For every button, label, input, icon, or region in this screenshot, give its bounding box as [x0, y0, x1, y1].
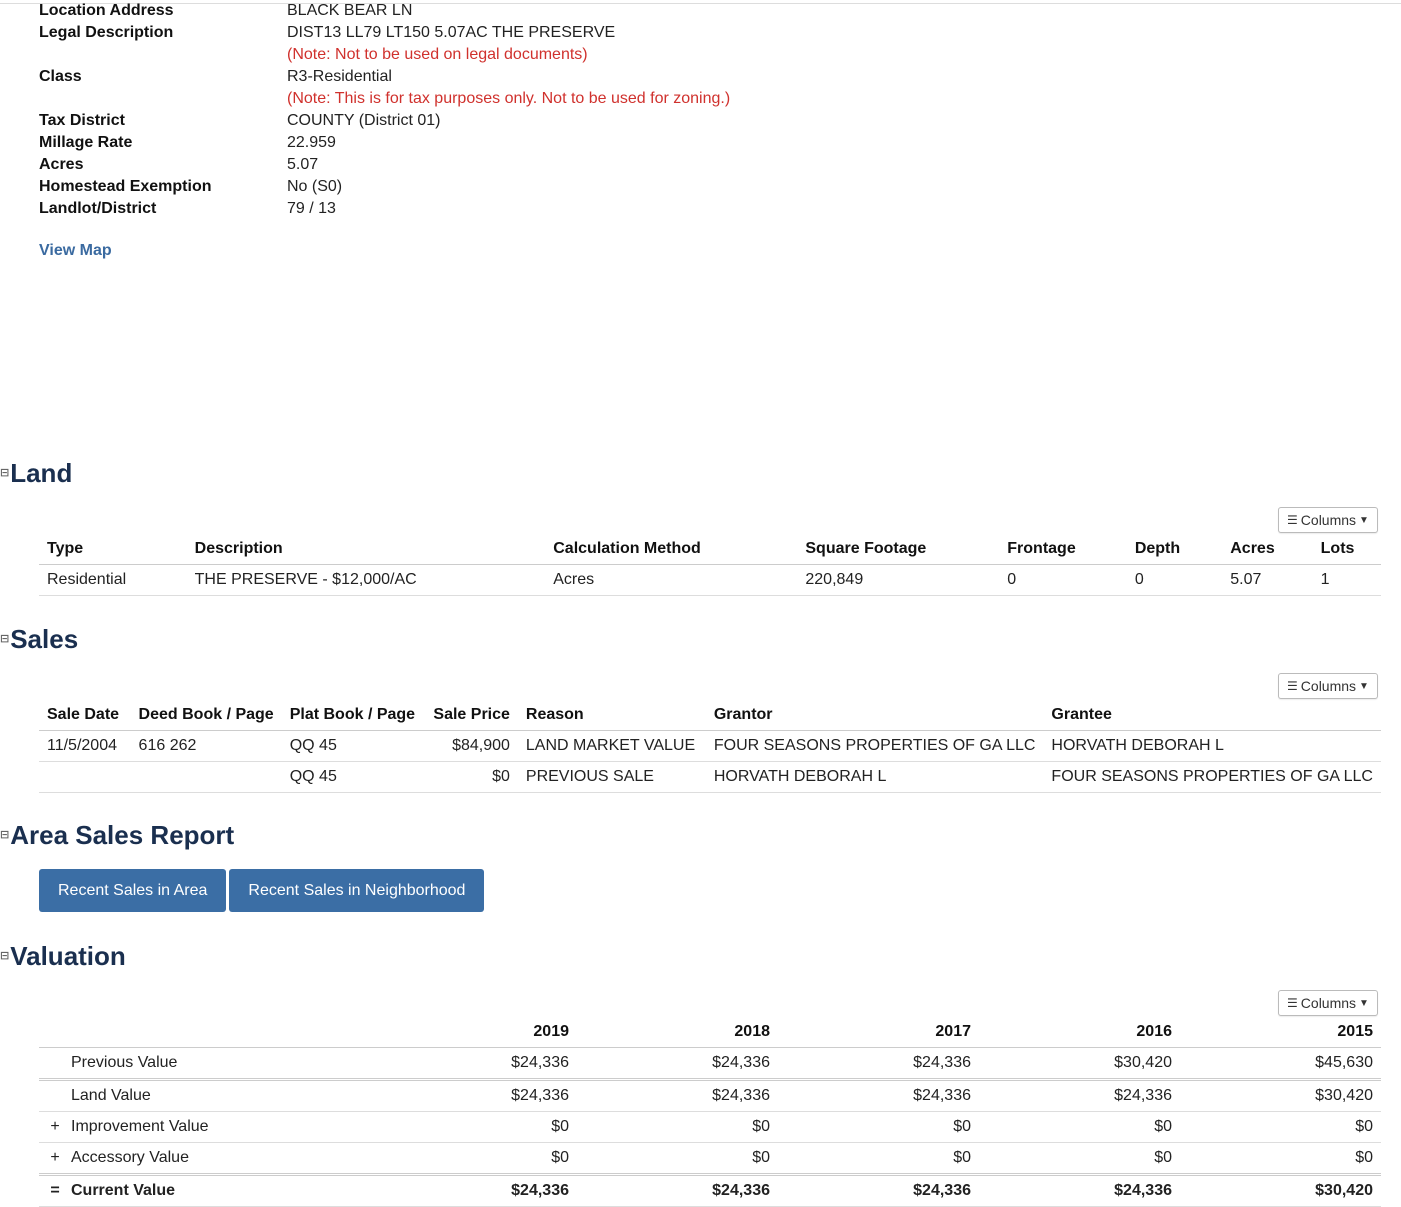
summary-label: Homestead Exemption	[39, 178, 212, 195]
summary-note: (Note: Not to be used on legal documents)	[287, 46, 588, 63]
table-cell: 11/5/2004	[39, 731, 131, 762]
table-cell: PREVIOUS SALE	[518, 762, 706, 793]
label-header	[63, 1017, 376, 1048]
column-header[interactable]: Type	[39, 534, 187, 565]
year-header[interactable]: 2018	[577, 1017, 778, 1048]
area-sales-title: Area Sales Report	[10, 820, 235, 850]
table-cell: Residential	[39, 565, 187, 596]
valuation-value: $0	[577, 1112, 778, 1143]
operator-symbol	[39, 1080, 63, 1112]
land-section-header[interactable]	[0, 458, 72, 489]
column-header[interactable]: Grantee	[1043, 700, 1381, 731]
land-table	[39, 534, 1381, 596]
collapse-icon[interactable]: ⊟	[0, 466, 10, 479]
valuation-value: $24,336	[577, 1175, 778, 1207]
valuation-label: Land Value	[63, 1080, 376, 1112]
summary-label: Class	[39, 68, 82, 85]
column-header[interactable]: Frontage	[999, 534, 1127, 565]
recent-sales-area-button[interactable]: Recent Sales in Area	[39, 869, 226, 912]
valuation-value: $30,420	[1180, 1080, 1381, 1112]
column-header[interactable]: Depth	[1127, 534, 1222, 565]
summary-value: COUNTY (District 01)	[287, 112, 441, 129]
caret-down-icon: ▼	[1359, 997, 1369, 1009]
columns-label: Columns	[1300, 678, 1357, 694]
valuation-row	[39, 1143, 1381, 1175]
column-header[interactable]: Sale Date	[39, 700, 131, 731]
table-cell: $0	[425, 762, 518, 793]
column-header[interactable]: Grantor	[706, 700, 1044, 731]
valuation-row	[39, 1175, 1381, 1207]
valuation-value: $24,336	[979, 1080, 1180, 1112]
valuation-label: Improvement Value	[63, 1112, 376, 1143]
valuation-value: $0	[778, 1143, 979, 1175]
valuation-value: $0	[376, 1143, 577, 1175]
list-icon: ☰	[1287, 996, 1298, 1010]
columns-label: Columns	[1300, 995, 1357, 1011]
list-icon: ☰	[1287, 679, 1298, 693]
summary-note: (Note: This is for tax purposes only. Not to be used for zoning.)	[287, 90, 731, 107]
valuation-value: $0	[376, 1112, 577, 1143]
sales-columns-button[interactable]	[1278, 673, 1378, 699]
collapse-icon[interactable]: ⊟	[0, 828, 10, 841]
column-header[interactable]: Sale Price	[425, 700, 518, 731]
operator-symbol	[39, 1048, 63, 1080]
table-cell: 0	[999, 565, 1127, 596]
valuation-columns-button[interactable]	[1278, 990, 1378, 1016]
land-title: Land	[10, 458, 73, 488]
valuation-value: $24,336	[778, 1175, 979, 1207]
table-cell: QQ 45	[282, 731, 426, 762]
summary-label: Tax District	[39, 112, 125, 129]
table-cell: $84,900	[425, 731, 518, 762]
column-header[interactable]: Square Footage	[797, 534, 999, 565]
summary-value: No (S0)	[287, 178, 343, 195]
table-cell: LAND MARKET VALUE	[518, 731, 706, 762]
valuation-value: $24,336	[979, 1175, 1180, 1207]
table-cell: 616 262	[131, 731, 282, 762]
collapse-icon[interactable]: ⊟	[0, 632, 10, 645]
valuation-value: $30,420	[979, 1048, 1180, 1080]
summary-value: 22.959	[287, 134, 336, 151]
year-header[interactable]: 2017	[778, 1017, 979, 1048]
table-cell	[131, 762, 282, 793]
table-row	[39, 731, 1381, 762]
year-header[interactable]: 2015	[1180, 1017, 1381, 1048]
valuation-value: $24,336	[376, 1080, 577, 1112]
table-cell: 1	[1313, 565, 1381, 596]
summary-label: Millage Rate	[39, 134, 133, 151]
column-header[interactable]: Plat Book / Page	[282, 700, 426, 731]
table-cell: FOUR SEASONS PROPERTIES OF GA LLC	[1043, 762, 1381, 793]
recent-sales-neighborhood-button[interactable]: Recent Sales in Neighborhood	[229, 869, 484, 912]
area-sales-buttons	[39, 869, 484, 912]
valuation-title: Valuation	[10, 941, 126, 971]
table-cell: Acres	[545, 565, 797, 596]
table-cell: 220,849	[797, 565, 999, 596]
valuation-value: $24,336	[376, 1175, 577, 1207]
table-cell: 5.07	[1222, 565, 1312, 596]
table-cell	[39, 762, 131, 793]
table-cell: QQ 45	[282, 762, 426, 793]
summary-label: Landlot/District	[39, 200, 157, 217]
table-cell: FOUR SEASONS PROPERTIES OF GA LLC	[706, 731, 1044, 762]
summary-value: BLACK BEAR LN	[287, 2, 413, 19]
sales-table	[39, 700, 1381, 793]
valuation-value: $24,336	[376, 1048, 577, 1080]
summary-value: 5.07	[287, 156, 319, 173]
summary-value: 79 / 13	[287, 200, 336, 217]
sales-section-header[interactable]	[0, 624, 78, 655]
column-header[interactable]: Deed Book / Page	[131, 700, 282, 731]
valuation-section-header[interactable]	[0, 941, 126, 972]
column-header[interactable]: Description	[187, 534, 546, 565]
valuation-value: $24,336	[778, 1048, 979, 1080]
valuation-value: $0	[577, 1143, 778, 1175]
valuation-table	[39, 1017, 1381, 1207]
summary-label: Legal Description	[39, 24, 174, 41]
year-header[interactable]: 2016	[979, 1017, 1180, 1048]
valuation-value: $30,420	[1180, 1175, 1381, 1207]
valuation-value: $24,336	[577, 1080, 778, 1112]
valuation-label: Previous Value	[63, 1048, 376, 1080]
table-cell: THE PRESERVE - $12,000/AC	[187, 565, 546, 596]
year-header[interactable]: 2019	[376, 1017, 577, 1048]
valuation-label: Accessory Value	[63, 1143, 376, 1175]
view-map-link[interactable]: View Map	[39, 242, 112, 259]
column-header[interactable]: Reason	[518, 700, 706, 731]
valuation-row	[39, 1080, 1381, 1112]
op-header	[39, 1017, 63, 1048]
table-row	[39, 565, 1381, 596]
summary-label: Acres	[39, 156, 84, 173]
valuation-row	[39, 1112, 1381, 1143]
valuation-label: Current Value	[63, 1175, 376, 1207]
summary-label: Location Address	[39, 2, 174, 19]
operator-symbol: +	[39, 1112, 63, 1143]
operator-symbol: =	[39, 1175, 63, 1207]
columns-label: Columns	[1300, 512, 1357, 528]
table-cell: 0	[1127, 565, 1222, 596]
valuation-value: $0	[979, 1143, 1180, 1175]
table-cell: HORVATH DEBORAH L	[1043, 731, 1381, 762]
land-columns-button[interactable]	[1278, 507, 1378, 533]
valuation-value: $24,336	[778, 1080, 979, 1112]
table-row	[39, 762, 1381, 793]
valuation-value: $0	[1180, 1143, 1381, 1175]
collapse-icon[interactable]: ⊟	[0, 949, 10, 962]
valuation-row	[39, 1048, 1381, 1080]
valuation-value: $24,336	[577, 1048, 778, 1080]
column-header[interactable]: Calculation Method	[545, 534, 797, 565]
area-sales-section-header[interactable]	[0, 820, 234, 851]
valuation-value: $45,630	[1180, 1048, 1381, 1080]
top-divider	[0, 3, 1401, 4]
valuation-value: $0	[1180, 1112, 1381, 1143]
table-cell: HORVATH DEBORAH L	[706, 762, 1044, 793]
operator-symbol: +	[39, 1143, 63, 1175]
column-header[interactable]: Acres	[1222, 534, 1312, 565]
caret-down-icon: ▼	[1359, 680, 1369, 692]
valuation-value: $0	[778, 1112, 979, 1143]
caret-down-icon: ▼	[1359, 514, 1369, 526]
valuation-value: $0	[979, 1112, 1180, 1143]
column-header[interactable]: Lots	[1313, 534, 1381, 565]
sales-title: Sales	[10, 624, 79, 654]
summary-value: R3-Residential	[287, 68, 392, 85]
summary-value: DIST13 LL79 LT150 5.07AC THE PRESERVE	[287, 24, 616, 41]
list-icon: ☰	[1287, 513, 1298, 527]
